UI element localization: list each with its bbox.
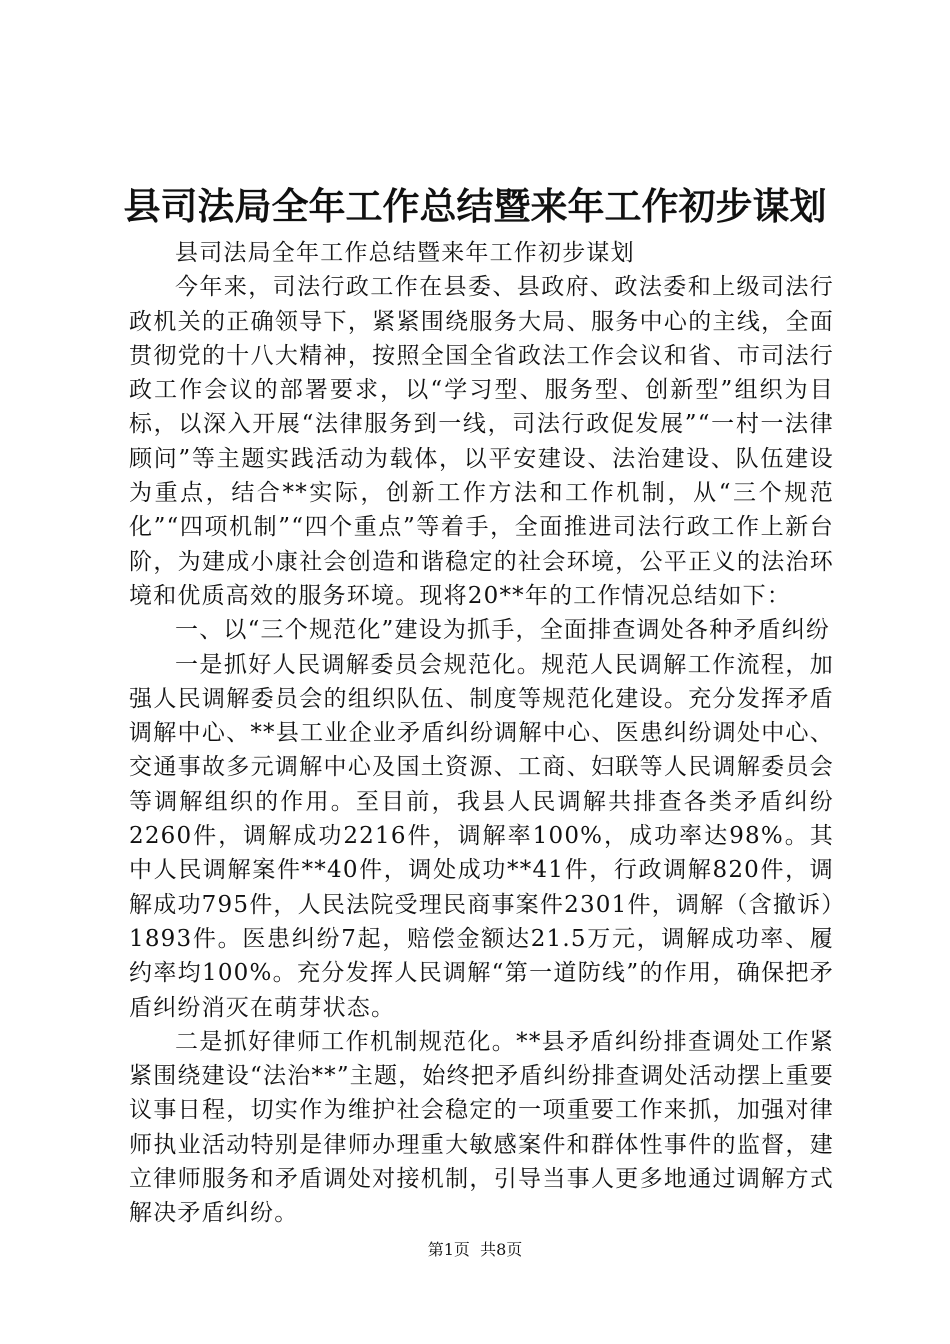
document-body — [129, 236, 834, 1231]
paragraph-subtitle: 县司法局全年工作总结暨来年工作初步谋划 — [175, 240, 635, 266]
paragraph-lawyer: 二是抓好律师工作机制规范化。**县矛盾纠纷排查调处工作紧紧围绕建设“法治**”主题，始终把矛盾纠纷排查调处活动摆上重要议事日程，切实作为维护社会稳定的一项重要工作来抓，加强对律师执业活动特别是律师办理重大敏感案件和群体性事件的监督，建立律师服务和矛盾调处对接机制，引导当事人更多地通过调解方式解决矛盾纠纷。 — [129, 1028, 834, 1227]
paragraph-mediation: 一是抓好人民调解委员会规范化。规范人民调解工作流程，加强人民调解委员会的组织队伍、制度等规范化建设。充分发挥矛盾调解中心、**县工业企业矛盾纠纷调解中心、医患纠纷调处中心、交通事故多元调解中心及国土资源、工商、妇联等人民调解委员会等调解组织的作用。至目前，我县人民调解共排查各类矛盾纠纷2260件，调解成功2216件，调解率100%，成功率达98%。其中人民调解案件**40件，调处成功**41件，行政调解820件，调解成功795件，人民法院受理民商事案件2301件，调解（含撤诉）1893件。医患纠纷7起，赔偿金额达21.5万元，调解成功率、履约率均100%。充分发挥人民调解“第一道防线”的作用，确保把矛盾纠纷消灭在萌芽状态。 — [129, 651, 834, 1021]
page-number: 第1页 — [427, 1240, 470, 1259]
page-footer — [0, 1240, 950, 1260]
section-heading-1: 一、以“三个规范化”建设为抓手，全面排查调处各种矛盾纠纷 — [175, 617, 831, 644]
paragraph-intro: 今年来，司法行政工作在县委、县政府、政法委和上级司法行政机关的正确领导下，紧紧围绕服务大局、服务中心的主线，全面贯彻党的十八大精神，按照全国全省政法工作会议和省、市司法行政工作会议的部署要求，以“学习型、服务型、创新型”组织为目标，以深入开展“法律服务到一线，司法行政促发展”“一村一法律顾问”等主题实践活动为载体，以平安建设、法治建设、队伍建设为重点，结合**实际，创新工作方法和工作机制，从“三个规范化”“四项机制”“四个重点”等着手，全面推进司法行政工作上新台阶，为建成小康社会创造和谐稳定的社会环境，公平正义的法治环境和优质高效的服务环境。现将20**年的工作情况总结如下： — [129, 274, 834, 609]
document-title: 县司法局全年工作总结暨来年工作初步谋划 — [123, 184, 827, 228]
page-total: 共8页 — [480, 1240, 523, 1259]
